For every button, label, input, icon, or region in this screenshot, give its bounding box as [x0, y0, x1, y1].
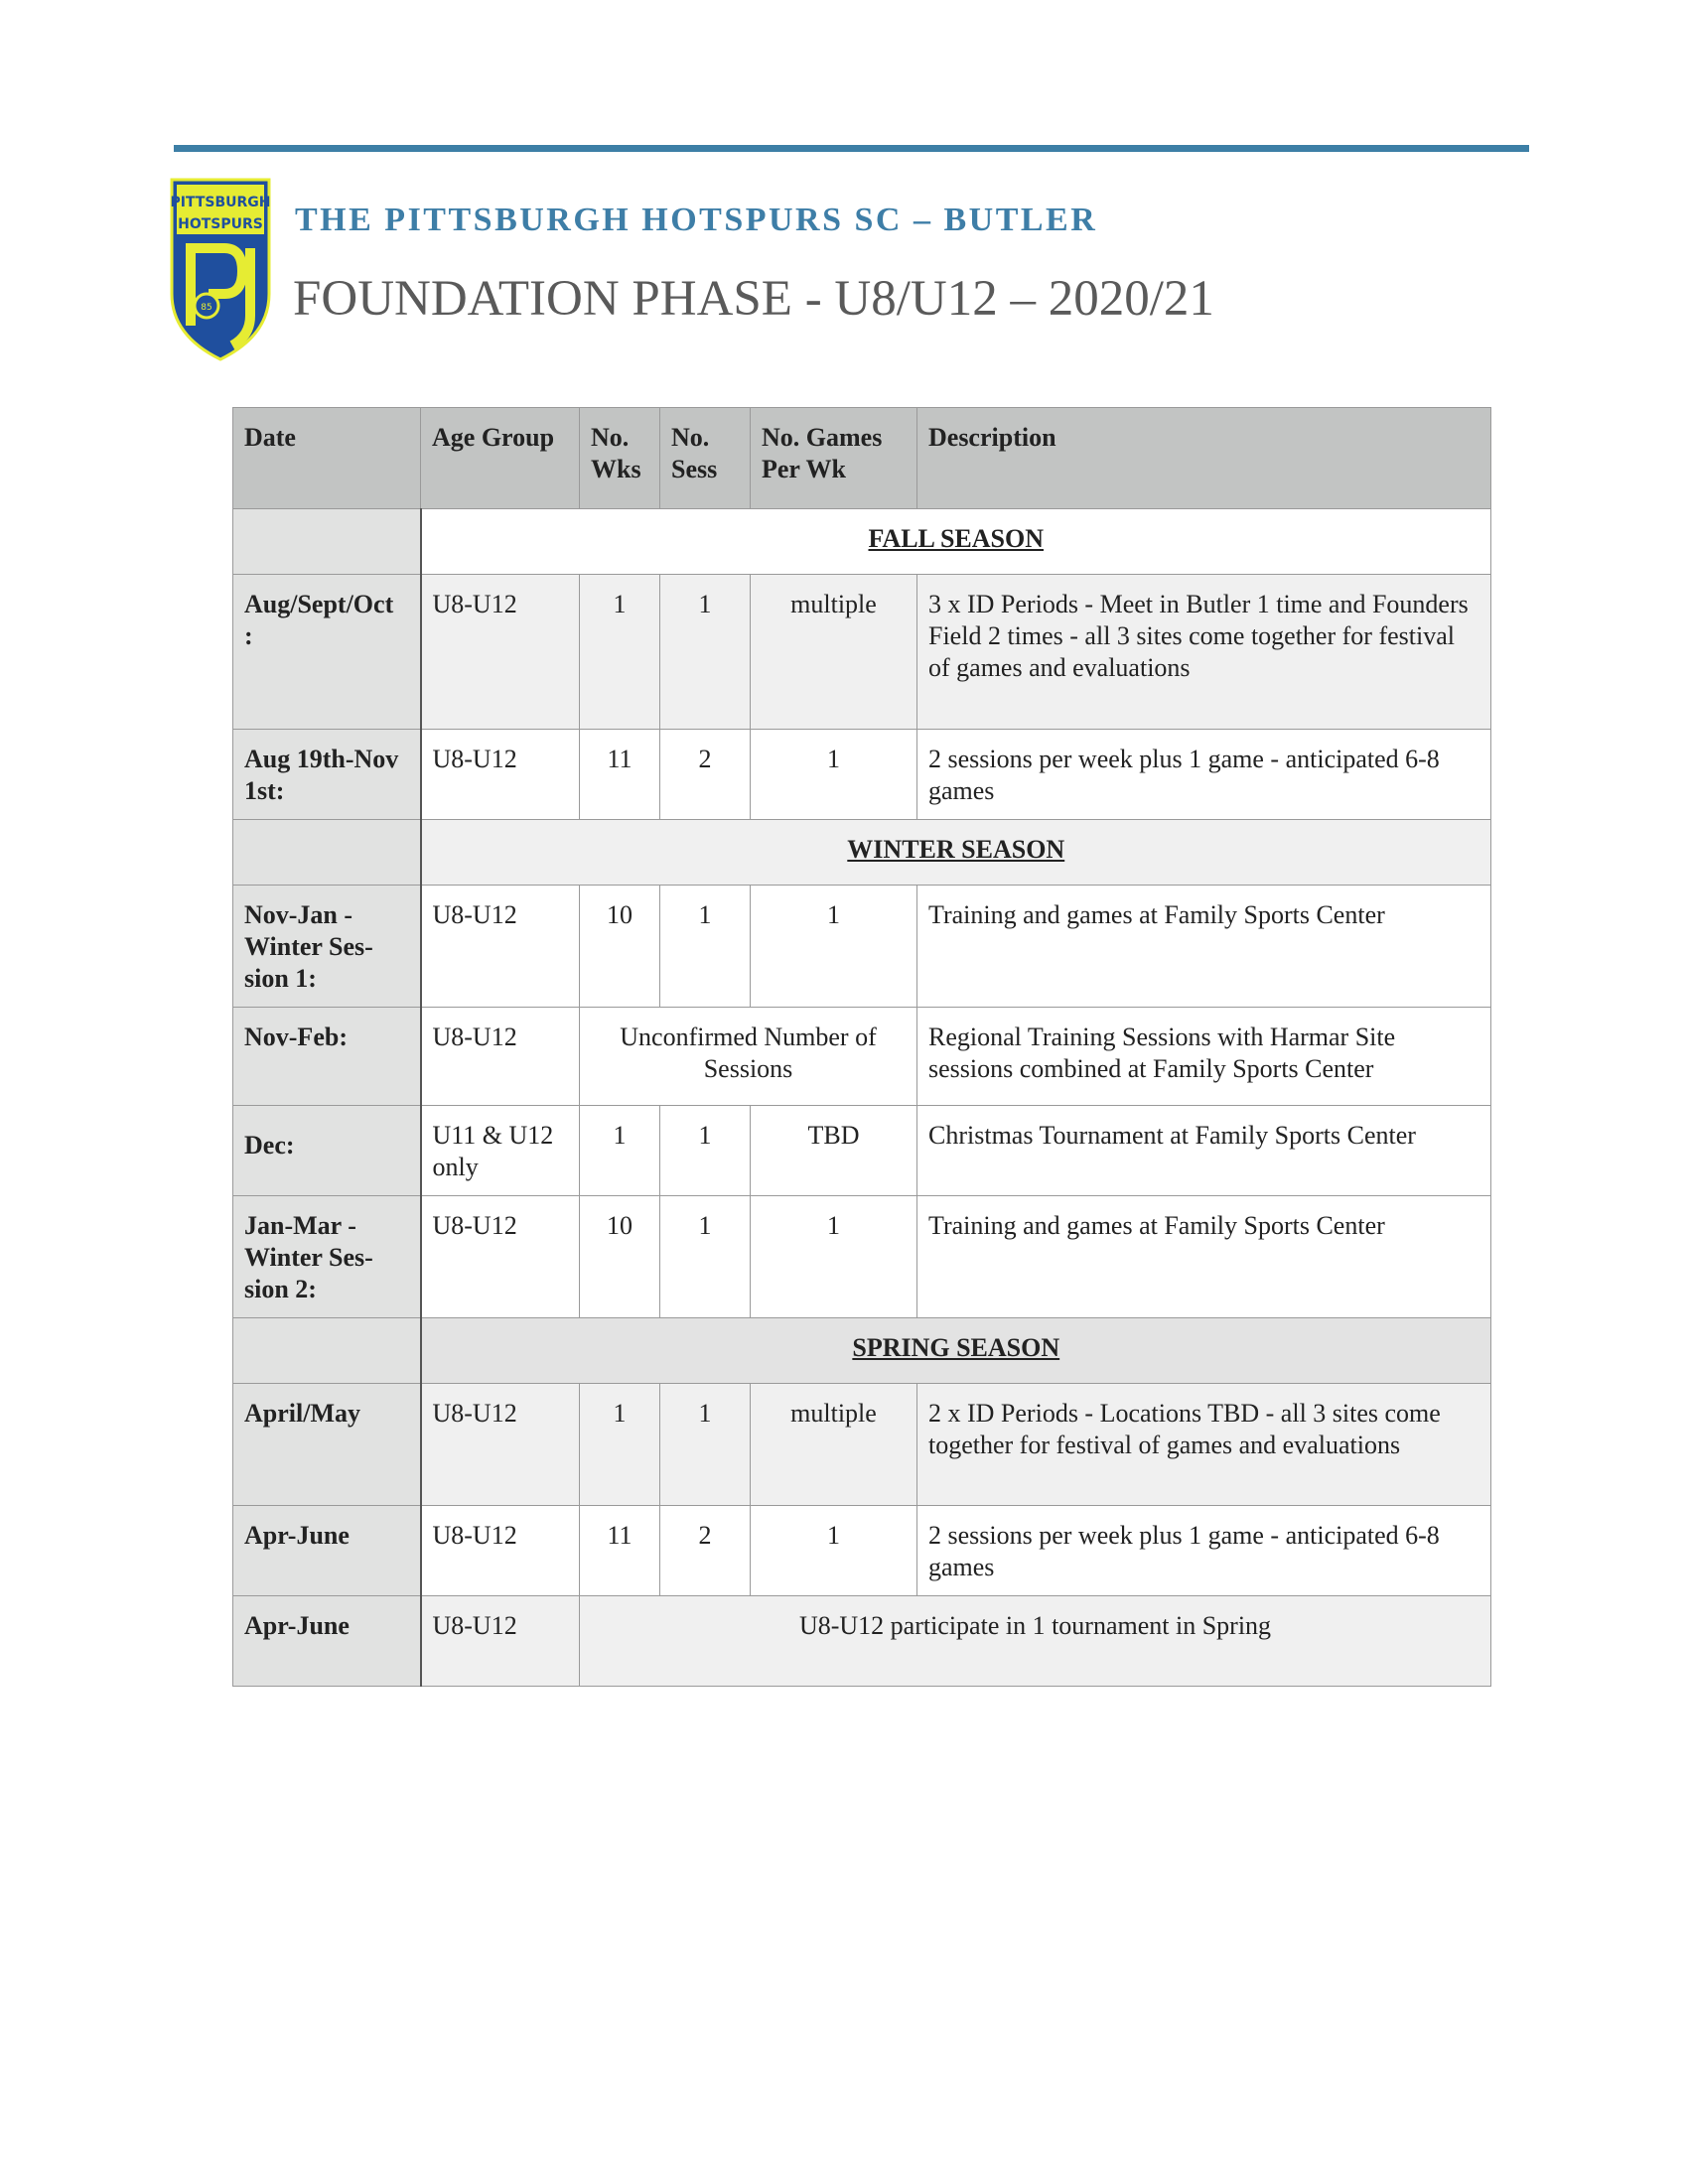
- row-merged-note: Unconfirmed Number of Sessions: [580, 1008, 917, 1106]
- header-age-group: Age Group: [421, 408, 580, 509]
- row-description: Christmas Tournament at Family Sports Center: [917, 1106, 1491, 1196]
- row-games-per-week: 1: [751, 730, 917, 820]
- season-title: FALL SEASON: [421, 509, 1491, 575]
- row-weeks: 1: [580, 1384, 660, 1506]
- row-age-group: U8-U12: [421, 730, 580, 820]
- row-weeks: 1: [580, 575, 660, 730]
- row-date: Aug 19th-Nov 1st:: [233, 730, 421, 820]
- row-age-group: U8-U12: [421, 1196, 580, 1318]
- svg-text:85: 85: [201, 303, 212, 313]
- row-age-group: U8-U12: [421, 1008, 580, 1106]
- row-weeks: 10: [580, 1196, 660, 1318]
- header-date: Date: [233, 408, 421, 509]
- row-date: Apr-June: [233, 1506, 421, 1596]
- header-weeks: No. Wks: [580, 408, 660, 509]
- row-sessions: 1: [660, 1106, 751, 1196]
- row-games-per-week: TBD: [751, 1106, 917, 1196]
- row-merged-note: U8-U12 participate in 1 tournament in Spring: [580, 1596, 1491, 1687]
- row-games-per-week: 1: [751, 1196, 917, 1318]
- document-title: FOUNDATION PHASE - U8/U12 – 2020/21: [293, 271, 1214, 327]
- season-row-fall: [233, 509, 1491, 575]
- header-rule: [174, 145, 1529, 152]
- table-row: [233, 1384, 1491, 1506]
- org-name: THE PITTSBURGH HOTSPURS SC – BUTLER: [295, 202, 1098, 238]
- row-age-group: U8-U12: [421, 1384, 580, 1506]
- header-sessions: No. Sess: [660, 408, 751, 509]
- row-age-group: U11 & U12 only: [421, 1106, 580, 1196]
- header-description: Description: [917, 408, 1491, 509]
- row-description: 3 x ID Periods - Meet in Butler 1 time and Founders Field 2 times - all 3 sites come together for festival of games and evaluations: [917, 575, 1491, 730]
- row-sessions: 2: [660, 730, 751, 820]
- row-description: Regional Training Sessions with Harmar Site sessions combined at Family Sports Center: [917, 1008, 1491, 1106]
- club-crest-logo: [169, 177, 272, 362]
- row-age-group: U8-U12: [421, 1596, 580, 1687]
- row-description: 2 sessions per week plus 1 game - anticipated 6-8 games: [917, 730, 1491, 820]
- row-sessions: 2: [660, 1506, 751, 1596]
- row-games-per-week: 1: [751, 1506, 917, 1596]
- header-row: [233, 408, 1491, 509]
- row-date: Apr-June: [233, 1596, 421, 1687]
- row-sessions: 1: [660, 886, 751, 1008]
- row-sessions: 1: [660, 1384, 751, 1506]
- row-age-group: U8-U12: [421, 886, 580, 1008]
- row-date: Jan-Mar - Winter Ses- sion 2:: [233, 1196, 421, 1318]
- row-games-per-week: 1: [751, 886, 917, 1008]
- row-weeks: 11: [580, 1506, 660, 1596]
- row-date: Nov-Feb:: [233, 1008, 421, 1106]
- table-row: [233, 730, 1491, 820]
- season-row-spring: [233, 1318, 1491, 1384]
- header-games-per-week: No. Games Per Wk: [751, 408, 917, 509]
- row-description: 2 x ID Periods - Locations TBD - all 3 sites come together for festival of games and evaluations: [917, 1384, 1491, 1506]
- row-description: 2 sessions per week plus 1 game - anticipated 6-8 games: [917, 1506, 1491, 1596]
- row-sessions: 1: [660, 575, 751, 730]
- row-date: Nov-Jan - Winter Ses- sion 1:: [233, 886, 421, 1008]
- table-row: [233, 1196, 1491, 1318]
- row-age-group: U8-U12: [421, 1506, 580, 1596]
- season-title: WINTER SEASON: [421, 820, 1491, 886]
- row-weeks: 11: [580, 730, 660, 820]
- row-age-group: U8-U12: [421, 575, 580, 730]
- svg-text:PITTSBURGH: PITTSBURGH: [170, 195, 271, 210]
- row-date: Dec:: [233, 1106, 421, 1196]
- row-date: April/May: [233, 1384, 421, 1506]
- table-row: [233, 886, 1491, 1008]
- row-description: Training and games at Family Sports Center: [917, 1196, 1491, 1318]
- table-row: [233, 1106, 1491, 1196]
- row-games-per-week: multiple: [751, 575, 917, 730]
- row-sessions: 1: [660, 1196, 751, 1318]
- table-row: [233, 1506, 1491, 1596]
- table-row: [233, 1008, 1491, 1106]
- row-weeks: 10: [580, 886, 660, 1008]
- row-weeks: 1: [580, 1106, 660, 1196]
- row-games-per-week: multiple: [751, 1384, 917, 1506]
- row-description: Training and games at Family Sports Center: [917, 886, 1491, 1008]
- table-row: [233, 575, 1491, 730]
- row-date: Aug/Sept/Oct :: [233, 575, 421, 730]
- season-row-winter: [233, 820, 1491, 886]
- season-title: SPRING SEASON: [421, 1318, 1491, 1384]
- table-row: [233, 1596, 1491, 1687]
- svg-text:HOTSPURS: HOTSPURS: [178, 216, 263, 232]
- schedule-table: [232, 407, 1491, 1687]
